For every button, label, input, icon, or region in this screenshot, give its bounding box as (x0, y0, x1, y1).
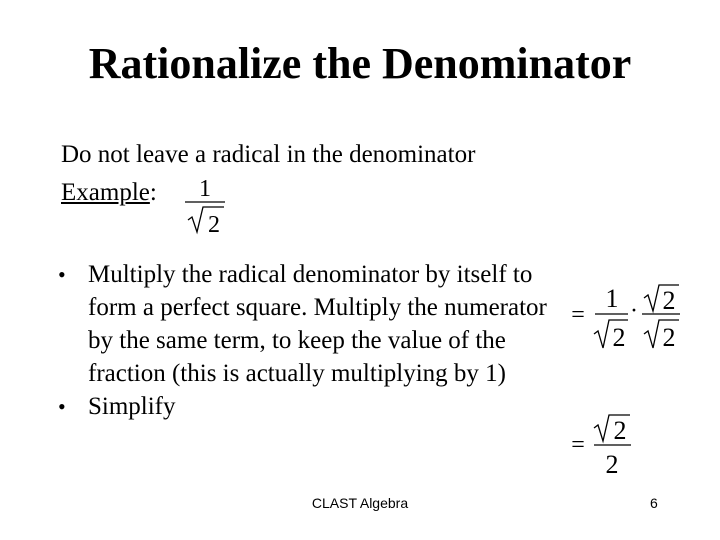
example-colon: : (149, 179, 157, 206)
multiply-dot: · (630, 298, 638, 324)
bullet-list (58, 258, 558, 423)
example-denominator: 2 (208, 212, 220, 238)
step2-expression (568, 410, 648, 482)
step2-numerator: 2 (613, 416, 627, 445)
step1-equals: = (571, 302, 585, 328)
bullet-icon: • (58, 262, 66, 287)
step1-frac2-denominator: 2 (662, 323, 676, 352)
bullet-text: Simplify (88, 393, 176, 420)
example-numerator: 1 (199, 176, 211, 202)
step2-denominator: 2 (605, 450, 619, 479)
list-item (58, 390, 558, 423)
step1-expression (568, 280, 688, 356)
bullet-icon: • (58, 394, 66, 419)
step1-frac2-numerator: 2 (662, 286, 676, 315)
step1-frac1-numerator: 1 (605, 284, 619, 313)
example-fraction (180, 172, 230, 238)
page-number: 6 (650, 495, 658, 511)
intro-text: Do not leave a radical in the denominator (61, 141, 476, 168)
example-label: Example (61, 179, 150, 206)
list-item (58, 258, 558, 390)
example-line (61, 178, 157, 208)
step1-frac1-denominator: 2 (612, 323, 626, 352)
step2-equals: = (571, 432, 585, 458)
bullet-text: Multiply the radical denominator by itself to form a perfect square. Multiply the numerator by the same term, to keep the value of the fraction (this is actually multiplying by 1) (88, 261, 547, 387)
footer-label: CLAST Algebra (311, 495, 409, 511)
slide-title: Rationalize the Denominator (88, 39, 632, 88)
